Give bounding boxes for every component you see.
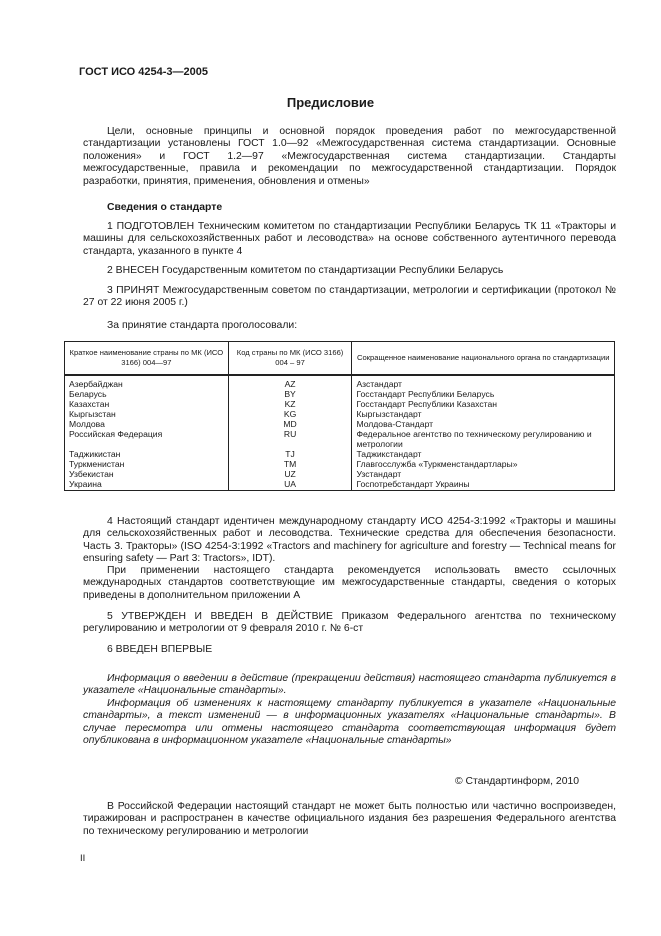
country-code: UZ bbox=[228, 469, 352, 479]
info-heading: Сведения о стандарте bbox=[107, 202, 223, 213]
country-code: KZ bbox=[228, 399, 352, 409]
country-name: Молдова bbox=[65, 419, 229, 429]
country-code: MD bbox=[228, 419, 352, 429]
table-row bbox=[65, 389, 615, 399]
standards-body: Кыргызстандарт bbox=[352, 409, 615, 419]
page-number: II bbox=[80, 853, 86, 864]
item-4-recommendation: При применении настоящего стандарта рекомендуется использовать вместо ссылочных международных стандартов соответствующие им межгосударственные стандарты, сведения о которых приведены в дополнительном приложении А bbox=[83, 565, 616, 601]
item-6-first-introduced: 6 ВВЕДЕН ВПЕРВЫЕ bbox=[107, 644, 213, 655]
table-row bbox=[65, 459, 615, 469]
country-code: TJ bbox=[228, 449, 352, 459]
notice-introduction: Информация о введении в действие (прекращении действия) настоящего стандарта публикуется в указателе «Национальные стандарты». bbox=[83, 673, 616, 697]
copyright-notice: © Стандартинформ, 2010 bbox=[455, 776, 580, 787]
country-code: KG bbox=[228, 409, 352, 419]
item-1-prepared: 1 ПОДГОТОВЛЕН Техническим комитетом по стандартизации Республики Беларусь ТК 11 «Тракторы и машины для сельскохозяйственных работ и лесоводства» на основе собственного аутентичного перевода стандарта, указанного в пункте 4 bbox=[83, 221, 616, 257]
table-row bbox=[65, 429, 615, 449]
country-name: Таджикистан bbox=[65, 449, 229, 459]
country-name: Туркменистан bbox=[65, 459, 229, 469]
table-row bbox=[65, 469, 615, 479]
item-4-identical: 4 Настоящий стандарт идентичен международному стандарту ИСО 4254-3:1992 «Тракторы и машины для сельскохозяйственных работ и лесоводства. Технические средства для обеспечения безопасности. Часть 3. Тракторы» (ISO 4254-3:1992 «Tractors and machinery for agriculture and forestry — Technical means for ensuring safety — Part 3: Tractors», IDT). bbox=[83, 516, 616, 565]
standards-body: Азстандарт bbox=[352, 375, 615, 389]
legal-notice: В Российской Федерации настоящий стандарт не может быть полностью или частично воспроизведен, тиражирован и распространен в качестве официального издания без разрешения Федерального агентства по техническому регулированию и метрологии bbox=[83, 801, 616, 837]
table-row bbox=[65, 375, 615, 389]
country-code: RU bbox=[228, 429, 352, 449]
standards-body: Главгосслужба «Туркменстандартлары» bbox=[352, 459, 615, 469]
standards-body: Федеральное агентство по техническому регулированию и метрологии bbox=[352, 429, 615, 449]
country-name: Азербайджан bbox=[65, 375, 229, 389]
country-name: Казахстан bbox=[65, 399, 229, 409]
column-header-country: Краткое наименование страны по МК (ИСО 3166) 004—97 bbox=[65, 342, 229, 376]
column-header-code: Код страны по МК (ИСО 3166) 004 – 97 bbox=[228, 342, 352, 376]
country-name: Беларусь bbox=[65, 389, 229, 399]
item-3-adopted: 3 ПРИНЯТ Межгосударственным советом по стандартизации, метрологии и сертификации (протокол № 27 от 22 июня 2005 г.) bbox=[83, 285, 616, 309]
column-header-org: Сокращенное наименование национального органа по стандартизации bbox=[352, 342, 615, 376]
table-row bbox=[65, 449, 615, 459]
standards-body: Молдова-Стандарт bbox=[352, 419, 615, 429]
country-code: TM bbox=[228, 459, 352, 469]
table-header-row bbox=[65, 342, 615, 376]
table-row bbox=[65, 419, 615, 429]
table-row bbox=[65, 409, 615, 419]
country-code: AZ bbox=[228, 375, 352, 389]
table-row bbox=[65, 399, 615, 409]
standards-body: Госстандарт Республики Беларусь bbox=[352, 389, 615, 399]
voted-caption: За принятие стандарта проголосовали: bbox=[107, 320, 298, 331]
item-2-submitted: 2 ВНЕСЕН Государственным комитетом по стандартизации Республики Беларусь bbox=[107, 265, 504, 276]
country-name: Украина bbox=[65, 479, 229, 491]
voting-countries-table bbox=[64, 341, 615, 491]
standards-body: Таджикстандарт bbox=[352, 449, 615, 459]
document-code-header: ГОСТ ИСО 4254-3—2005 bbox=[79, 66, 209, 78]
notice-changes: Информация об изменениях к настоящему стандарту публикуется в указателе «Национальные стандарты», а текст изменений — в информационных указателях «Национальные стандарты». В случае пересмотра или отмены настоящего стандарта соответствующая информация будет опубликована в информационном указателе «Национальные стандарты» bbox=[83, 698, 616, 747]
country-name: Кыргызстан bbox=[65, 409, 229, 419]
country-code: UA bbox=[228, 479, 352, 491]
intro-paragraph: Цели, основные принципы и основной порядок проведения работ по межгосударственной стандартизации установлены ГОСТ 1.0—92 «Межгосударственная система стандартизации. Основные положения» и ГОСТ 1.2—97 «Межгосударственная система стандартизации. Стандарты межгосударственные, правила и рекомендации по межгосударственной стандартизации. Порядок разработки, принятия, применения, обновления и отмены» bbox=[83, 126, 616, 187]
country-code: BY bbox=[228, 389, 352, 399]
table-row bbox=[65, 479, 615, 491]
standards-body: Узстандарт bbox=[352, 469, 615, 479]
standards-body: Госпотребстандарт Украины bbox=[352, 479, 615, 491]
country-name: Российская Федерация bbox=[65, 429, 229, 449]
page-title: Предисловие bbox=[286, 95, 375, 110]
country-name: Узбекистан bbox=[65, 469, 229, 479]
item-5-approved: 5 УТВЕРЖДЕН И ВВЕДЕН В ДЕЙСТВИЕ Приказом Федерального агентства по техническому регулированию и метрологии от 9 февраля 2010 г. № 6-ст bbox=[83, 611, 616, 635]
standards-body: Госстандарт Республики Казахстан bbox=[352, 399, 615, 409]
